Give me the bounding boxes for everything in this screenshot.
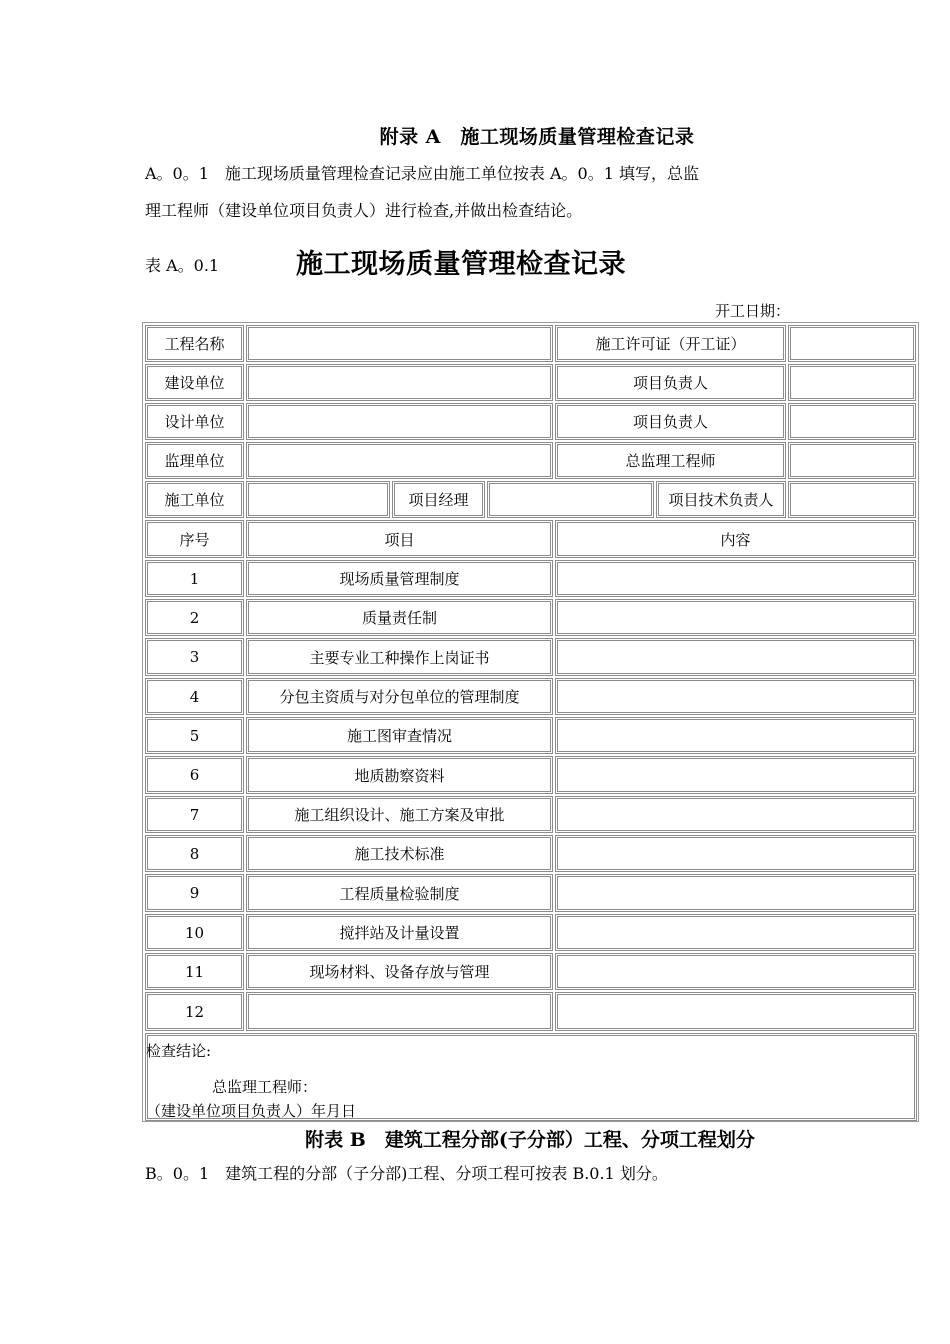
row-item: 搅拌站及计量设置 bbox=[246, 914, 553, 951]
label-supervision-unit: 监理单位 bbox=[145, 442, 244, 479]
row-content[interactable] bbox=[555, 992, 916, 1031]
row-no: 2 bbox=[145, 599, 244, 636]
row-no: 1 bbox=[145, 560, 244, 597]
appendix-a-title: 附录 A 施工现场质量管理检查记录 bbox=[379, 126, 695, 148]
chief-supervisor-signature-label: 总监理工程师： bbox=[212, 1078, 318, 1096]
value-chief-supervisor[interactable] bbox=[788, 442, 916, 479]
label-project-manager: 项目经理 bbox=[392, 481, 485, 518]
row-no: 12 bbox=[145, 992, 244, 1031]
label-permit: 施工许可证（开工证） bbox=[555, 325, 786, 362]
row-no: 4 bbox=[145, 678, 244, 715]
appendix-a-paragraph-line-2: 理工程师（建设单位项目负责人）进行检查,并做出检查结论。 bbox=[145, 201, 583, 220]
row-item: 工程质量检验制度 bbox=[246, 874, 553, 912]
row-content[interactable] bbox=[555, 678, 916, 715]
value-owner-unit[interactable] bbox=[246, 364, 553, 401]
label-owner-unit: 建设单位 bbox=[145, 364, 244, 401]
label-design-unit: 设计单位 bbox=[145, 403, 244, 440]
inspection-table bbox=[142, 322, 919, 1122]
column-header-no: 序号 bbox=[145, 520, 244, 558]
row-content[interactable] bbox=[555, 560, 916, 597]
column-header-item: 项目 bbox=[246, 520, 553, 558]
value-owner-lead[interactable] bbox=[788, 364, 916, 401]
row-content[interactable] bbox=[555, 914, 916, 951]
column-header-content: 内容 bbox=[555, 520, 916, 558]
value-design-unit[interactable] bbox=[246, 403, 553, 440]
value-construction-unit[interactable] bbox=[246, 481, 390, 518]
appendix-a-paragraph-line-1: A。0。1 施工现场质量管理检查记录应由施工单位按表 A。0。1 填写，总监 bbox=[145, 164, 700, 183]
row-no: 6 bbox=[145, 756, 244, 794]
value-design-lead[interactable] bbox=[788, 403, 916, 440]
value-permit[interactable] bbox=[788, 325, 916, 362]
conclusion-label: 检查结论: bbox=[146, 1042, 212, 1060]
label-tech-lead: 项目技术负责人 bbox=[656, 481, 786, 518]
value-supervision-unit[interactable] bbox=[246, 442, 553, 479]
row-item: 质量责任制 bbox=[246, 599, 553, 636]
table-number: 表 A。0.1 bbox=[145, 256, 220, 275]
row-no: 9 bbox=[145, 874, 244, 912]
row-item: 主要专业工种操作上岗证书 bbox=[246, 638, 553, 676]
appendix-b-title: 附表 B 建筑工程分部(子分部）工程、分项工程划分 bbox=[305, 1129, 755, 1151]
value-project-manager[interactable] bbox=[487, 481, 654, 518]
row-item: 分包主资质与对分包单位的管理制度 bbox=[246, 678, 553, 715]
row-no: 5 bbox=[145, 717, 244, 754]
owner-lead-date-line: （建设单位项目负责人）年月日 bbox=[146, 1102, 357, 1120]
label-owner-lead: 项目负责人 bbox=[555, 364, 786, 401]
row-no: 11 bbox=[145, 953, 244, 990]
value-project-name[interactable] bbox=[246, 325, 553, 362]
label-chief-supervisor: 总监理工程师 bbox=[555, 442, 786, 479]
value-tech-lead[interactable] bbox=[788, 481, 916, 518]
row-content[interactable] bbox=[555, 796, 916, 833]
row-no: 7 bbox=[145, 796, 244, 833]
row-content[interactable] bbox=[555, 874, 916, 912]
row-content[interactable] bbox=[555, 599, 916, 636]
table-title: 施工现场质量管理检查记录 bbox=[296, 249, 626, 280]
row-no: 3 bbox=[145, 638, 244, 676]
row-content[interactable] bbox=[555, 835, 916, 872]
row-item bbox=[246, 992, 553, 1031]
inspection-conclusion[interactable] bbox=[145, 1033, 917, 1121]
row-item: 现场材料、设备存放与管理 bbox=[246, 953, 553, 990]
row-no: 10 bbox=[145, 914, 244, 951]
row-content[interactable] bbox=[555, 717, 916, 754]
start-date-label: 开工日期： bbox=[714, 302, 790, 320]
appendix-b-paragraph: B。0。1 建筑工程的分部（子分部)工程、分项工程可按表 B.0.1 划分。 bbox=[145, 1164, 668, 1183]
row-item: 施工技术标准 bbox=[246, 835, 553, 872]
row-no: 8 bbox=[145, 835, 244, 872]
row-item: 地质勘察资料 bbox=[246, 756, 553, 794]
label-project-name: 工程名称 bbox=[145, 325, 244, 362]
row-content[interactable] bbox=[555, 953, 916, 990]
label-construction-unit: 施工单位 bbox=[145, 481, 244, 518]
label-design-lead: 项目负责人 bbox=[555, 403, 786, 440]
row-item: 施工组织设计、施工方案及审批 bbox=[246, 796, 553, 833]
row-item: 现场质量管理制度 bbox=[246, 560, 553, 597]
row-content[interactable] bbox=[555, 638, 916, 676]
row-item: 施工图审查情况 bbox=[246, 717, 553, 754]
row-content[interactable] bbox=[555, 756, 916, 794]
